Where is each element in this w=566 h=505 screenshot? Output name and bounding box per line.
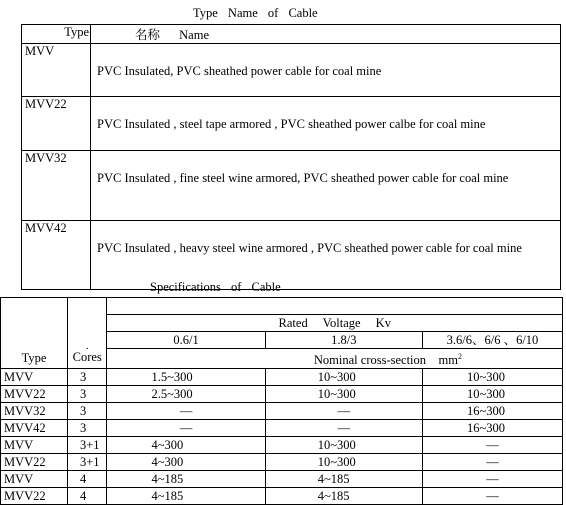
range-cell: 10~300 — [265, 386, 422, 403]
type-cell: MVV22 — [1, 454, 68, 471]
desc-cell: PVC Insulated, PVC sheathed power cable for coal mine — [91, 44, 561, 97]
cores-cell: 3 — [67, 420, 107, 437]
unit-label: mm — [438, 353, 458, 367]
cores-cell: 4 — [67, 488, 107, 505]
table1-header-row — [22, 25, 561, 44]
range-cell: 4~185 — [265, 471, 422, 488]
range-cell: 16~300 — [422, 420, 562, 437]
voltage-1-8-3: 1.8/3 — [265, 332, 422, 349]
range-cell: 10~300 — [265, 437, 422, 454]
type-cell: MVV32 — [1, 403, 68, 420]
type-cell: MVV22 — [22, 97, 91, 151]
cores-cell: 3 — [67, 386, 107, 403]
cores-cell: 3+1 — [67, 437, 107, 454]
table-row — [1, 454, 563, 471]
desc-cell: PVC Insulated , steel tape armored , PVC sheathed power calbe for coal mine — [91, 97, 561, 151]
desc-cell: PVC Insulated , heavy steel wine armored , PVC sheathed power cable for coal mine — [91, 221, 561, 290]
table1-name-header — [91, 25, 561, 44]
range-cell: 1.5~300 — [107, 369, 265, 386]
voltage-3-6-6: 3.6/6、6/6 、6/10 — [422, 332, 562, 349]
range-cell: 10~300 — [265, 369, 422, 386]
table2-cores-header — [67, 298, 107, 369]
cores-cell: 3 — [67, 403, 107, 420]
cores-cell: 3 — [67, 369, 107, 386]
range-cell: 2.5~300 — [107, 386, 265, 403]
type-cell: MVV32 — [22, 151, 91, 221]
desc-cell: PVC Insulated , fine steel wine armored, PVC sheathed power cable for coal mine — [91, 151, 561, 221]
table-row — [1, 471, 563, 488]
range-cell: — — [265, 403, 422, 420]
cores-cell: 3+1 — [67, 454, 107, 471]
range-cell: — — [422, 488, 562, 505]
header-blank — [107, 298, 563, 315]
table-row — [1, 403, 563, 420]
voltage-0-6-1: 0.6/1 — [107, 332, 265, 349]
table-row — [1, 420, 563, 437]
cores-header-label: Cores — [72, 350, 102, 364]
range-cell: 4~300 — [107, 437, 265, 454]
range-cell: 10~300 — [422, 386, 562, 403]
table2-type-header: Type — [1, 298, 68, 369]
range-cell: 4~185 — [107, 488, 265, 505]
unit-exponent: 2 — [458, 352, 462, 361]
name-cn-label: 名称 — [135, 28, 161, 42]
type-cell: MVV22 — [1, 386, 68, 403]
range-cell: — — [265, 420, 422, 437]
range-cell: — — [422, 437, 562, 454]
table-row — [1, 488, 563, 505]
table2-header-row — [1, 298, 563, 315]
name-en-label: Name — [179, 28, 209, 42]
type-cell: MVV — [22, 44, 91, 97]
table-row — [22, 44, 561, 97]
range-cell: 16~300 — [422, 403, 562, 420]
table1-type-header: Type — [22, 25, 91, 44]
range-cell: 10~300 — [265, 454, 422, 471]
type-cell: MVV22 — [1, 488, 68, 505]
range-cell: 4~185 — [107, 471, 265, 488]
nominal-label: Nominal cross-section — [313, 353, 427, 367]
type-cell: MVV — [1, 369, 68, 386]
table-row — [1, 369, 563, 386]
cable-spec-table — [0, 297, 563, 505]
table-row — [22, 151, 561, 221]
table-row — [1, 437, 563, 454]
cores-dot-mark: . — [85, 341, 89, 352]
rated-voltage-header: Rated Voltage Kv — [107, 315, 563, 332]
table-row — [1, 386, 563, 403]
type-cell: MVV — [1, 471, 68, 488]
range-cell: 4~300 — [107, 454, 265, 471]
range-cell: 4~185 — [265, 488, 422, 505]
range-cell: — — [107, 403, 265, 420]
type-cell: MVV — [1, 437, 68, 454]
nominal-cross-section-header — [107, 349, 563, 369]
range-cell: — — [422, 471, 562, 488]
cable-name-table — [21, 24, 561, 290]
cores-cell: 4 — [67, 471, 107, 488]
range-cell: — — [107, 420, 265, 437]
table-row — [22, 221, 561, 290]
type-cell: MVV42 — [1, 420, 68, 437]
range-cell: — — [422, 454, 562, 471]
table2-caption: Specifications of Cable — [150, 280, 281, 294]
table-row — [22, 97, 561, 151]
type-cell: MVV42 — [22, 221, 91, 290]
table1-caption: Type Name of Cable — [193, 6, 318, 20]
range-cell: 10~300 — [422, 369, 562, 386]
